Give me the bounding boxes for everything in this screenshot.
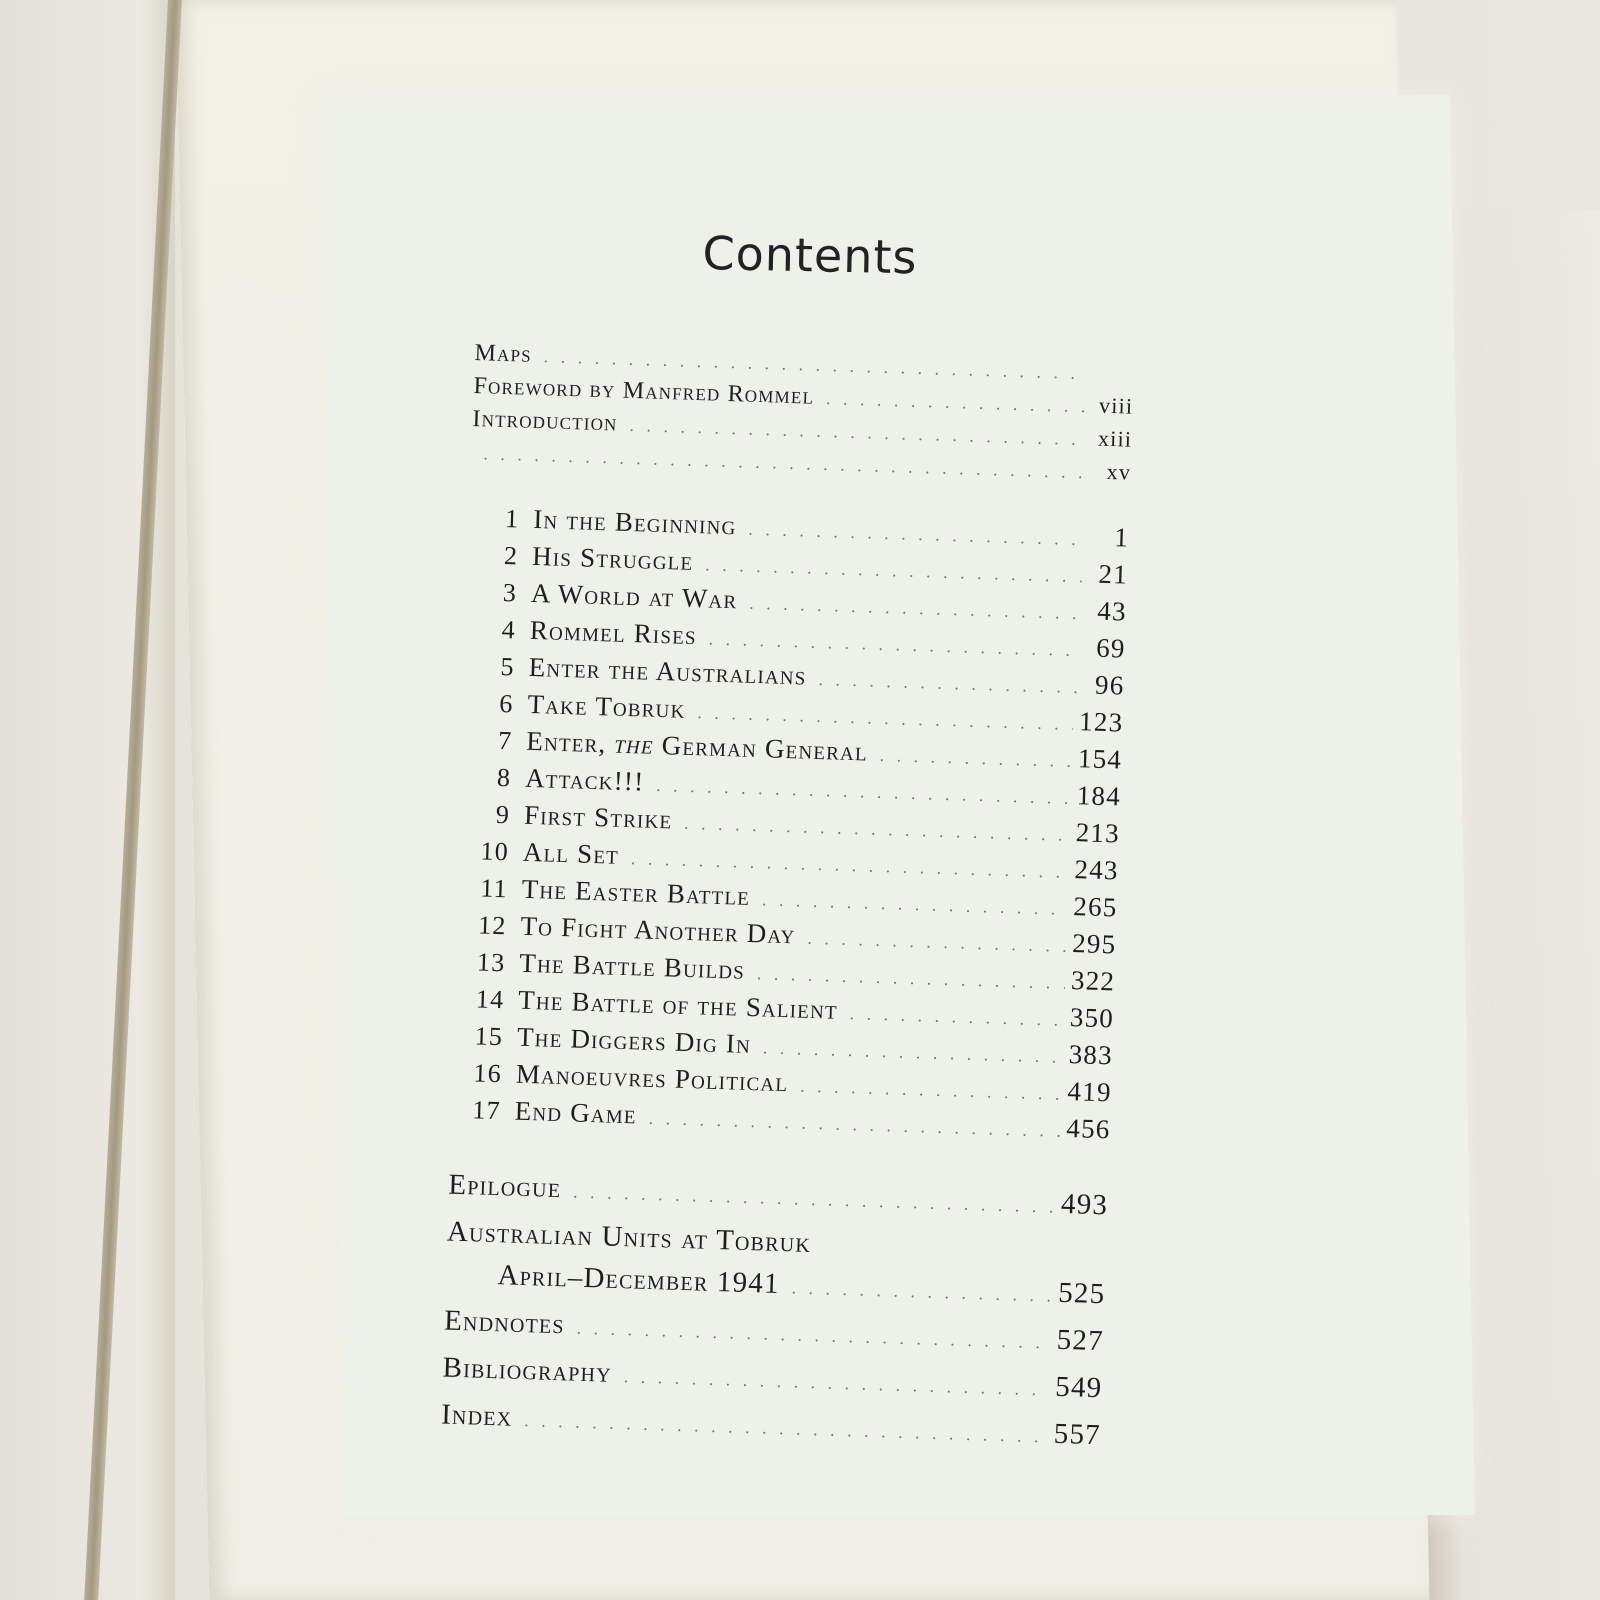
chapter-page: 21 — [1098, 558, 1129, 590]
toc-title: Endnotes — [443, 1304, 566, 1341]
chapter-title: The Battle of the Salient — [517, 984, 839, 1025]
chapter-page: 383 — [1068, 1039, 1114, 1071]
dot-leader — [749, 593, 1081, 624]
chapter-number: 9 — [495, 799, 511, 830]
dot-leader — [748, 519, 1083, 551]
dot-leader — [656, 775, 1071, 809]
chapter-page: 322 — [1070, 965, 1116, 997]
chapter-page: 243 — [1074, 854, 1120, 886]
chapter-number: 16 — [473, 1058, 503, 1089]
dot-leader — [623, 1366, 1049, 1400]
chapter-page: 1 — [1113, 522, 1130, 553]
toc-title: Maps — [474, 340, 533, 368]
dot-leader — [648, 1108, 1060, 1142]
chapter-page: 350 — [1069, 1002, 1115, 1034]
chapter-number: 12 — [477, 910, 508, 941]
toc-title: Index — [440, 1398, 513, 1433]
toc-page: xv — [1106, 458, 1132, 485]
toc-title: Australian Units at Tobruk — [446, 1215, 812, 1259]
chapter-page: 154 — [1077, 743, 1123, 775]
toc-title: Epilogue — [447, 1168, 562, 1205]
chapter-page: 123 — [1078, 706, 1124, 738]
toc-page: xiii — [1097, 425, 1133, 452]
dot-leader — [684, 813, 1070, 846]
toc-page: 493 — [1060, 1187, 1109, 1222]
toc-title: Introduction — [472, 405, 619, 437]
chapter-number: 15 — [474, 1021, 504, 1052]
toc-page: 557 — [1053, 1417, 1102, 1452]
chapter-title: End Game — [514, 1095, 638, 1130]
chapter-page: 184 — [1076, 780, 1122, 812]
chapter-number: 7 — [497, 725, 513, 756]
dot-leader — [826, 388, 1088, 417]
dot-leader — [576, 1318, 1051, 1354]
dot-leader — [879, 745, 1072, 772]
chapter-title: Enter the Australians — [528, 651, 808, 691]
chapter-title: Attack!!! — [524, 762, 645, 797]
chapter-title: First Strike — [523, 799, 673, 835]
dot-leader — [697, 702, 1073, 735]
chapter-number: 13 — [476, 947, 506, 978]
chapter-number: 1 — [504, 504, 520, 534]
chapter-number: 11 — [479, 873, 509, 904]
dot-leader — [631, 848, 1069, 883]
chapter-title: The Easter Battle — [521, 873, 751, 911]
chapter-number: 14 — [475, 984, 505, 1015]
chapter-number: 10 — [480, 836, 510, 867]
front-matter — [471, 340, 1135, 493]
chapter-page: 96 — [1094, 669, 1125, 701]
chapter-page: 419 — [1067, 1075, 1113, 1108]
chapter-title: The Diggers Dig In — [516, 1021, 752, 1060]
dot-leader — [763, 1037, 1063, 1067]
back-matter — [440, 1169, 1108, 1467]
dot-leader — [524, 1410, 1048, 1447]
dot-leader — [791, 1277, 1052, 1306]
toc-page: viii — [1098, 392, 1134, 419]
chapter-number: 4 — [501, 614, 517, 645]
chapter-title: A World at War — [530, 577, 738, 615]
chapter-title: Manoeuvres Political — [515, 1058, 789, 1098]
chapter-page: 69 — [1095, 632, 1127, 664]
dot-leader — [807, 928, 1066, 957]
chapter-list — [450, 502, 1129, 1151]
chapter-title-part: Enter, — [525, 725, 615, 759]
dot-leader — [800, 1076, 1062, 1105]
toc-title: Foreword by Manfred Rommel — [473, 372, 815, 410]
toc-page: 549 — [1054, 1370, 1103, 1405]
page-title: Contents — [701, 225, 918, 285]
chapter-title: In the Beginning — [532, 503, 738, 541]
chapter-page: 265 — [1072, 891, 1118, 923]
dot-leader — [757, 963, 1066, 994]
chapter-number: 6 — [498, 688, 515, 719]
dot-leader — [849, 1003, 1064, 1031]
chapter-title-part: German General — [653, 729, 869, 767]
dot-leader — [708, 628, 1080, 661]
chapter-title: Take Tobruk — [527, 688, 687, 724]
dot-leader — [762, 889, 1068, 920]
chapter-number: 8 — [496, 762, 512, 793]
chapter-title: Rommel Rises — [529, 614, 698, 651]
toc-title: April–December 1941 — [497, 1259, 781, 1301]
dot-leader — [573, 1182, 1055, 1218]
chapter-title: The Battle Builds — [518, 947, 746, 985]
chapter-number: 5 — [500, 651, 516, 682]
toc-page: 527 — [1056, 1323, 1105, 1358]
dot-leader — [818, 669, 1079, 698]
chapter-title: His Struggle — [531, 540, 694, 576]
chapter-number: 17 — [471, 1095, 502, 1126]
chapter-page: 295 — [1071, 928, 1117, 960]
chapter-title-italic: the — [613, 728, 655, 760]
chapter-title: All Set — [522, 836, 620, 870]
toc-page — [1094, 379, 1134, 380]
chapter-page: 43 — [1096, 595, 1128, 627]
chapter-number: 2 — [503, 541, 519, 571]
chapter-title: To Fight Another Day — [520, 910, 797, 950]
toc-page: 525 — [1057, 1276, 1106, 1311]
dot-leader — [705, 554, 1082, 587]
chapter-page: 213 — [1075, 817, 1121, 849]
chapter-number: 3 — [502, 578, 518, 608]
toc-title: Bibliography — [442, 1351, 613, 1389]
table-of-contents — [440, 340, 1134, 1466]
chapter-page: 456 — [1065, 1112, 1111, 1145]
